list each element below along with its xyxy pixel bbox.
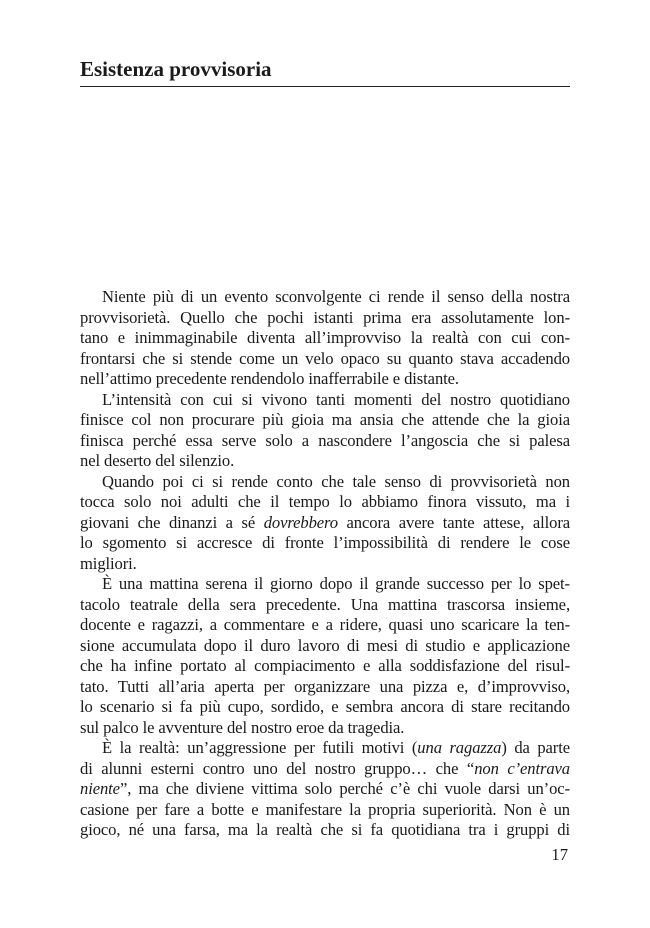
text-segment: di alunni esterni contro uno del nostro gruppo… che “ bbox=[80, 758, 475, 778]
text-segment-italic: una ragazza bbox=[417, 738, 502, 757]
text-line bbox=[80, 574, 570, 595]
text-segment: Niente più di un evento sconvolgente ci rende il senso della nostra bbox=[102, 287, 570, 306]
text-segment: tano e inimmaginabile diventa all’improvviso la realtà con cui con- bbox=[80, 328, 570, 347]
text-segment: ancora avere tante attese, allora bbox=[337, 512, 571, 532]
text-segment: ) da parte bbox=[501, 738, 571, 757]
text-segment: finisca perché essa serve solo a nascondere l’angoscia che si palesa bbox=[80, 430, 570, 450]
text-line bbox=[80, 513, 570, 534]
text-line bbox=[80, 533, 570, 554]
text-segment: sione accumulata dopo il duro lavoro di mesi di studio e applicazione bbox=[80, 635, 570, 655]
text-line bbox=[80, 677, 570, 698]
text-segment: È una mattina serena il giorno dopo il grande successo per lo spet- bbox=[102, 574, 570, 593]
text-segment: nell’attimo precedente rendendolo inafferrabile e distante. bbox=[80, 369, 459, 388]
text-segment: tacolo teatrale della sera precedente. Una mattina trascorsa insieme, bbox=[80, 594, 570, 614]
text-line bbox=[80, 615, 570, 636]
chapter-header bbox=[80, 56, 570, 87]
text-line bbox=[80, 779, 570, 800]
text-segment-italic: non c’entrava bbox=[474, 758, 571, 778]
text-segment: L’intensità con cui si vivono tanti momenti del nostro quotidiano bbox=[102, 389, 570, 409]
text-line bbox=[80, 554, 570, 575]
text-line bbox=[80, 328, 570, 349]
text-segment: nel deserto del silenzio. bbox=[80, 451, 235, 470]
text-line bbox=[80, 492, 570, 513]
text-segment: giovani che dinanzi a sé bbox=[80, 512, 264, 532]
text-line bbox=[80, 595, 570, 616]
text-segment: ”, ma che diviene vittima solo perché c’è chi vuole darsi un’oc- bbox=[119, 779, 570, 798]
text-line bbox=[80, 636, 570, 657]
text-segment: lo sgomento si accresce di fronte l’impossibilità di rendere le cose bbox=[80, 533, 570, 552]
text-line bbox=[80, 410, 570, 431]
text-segment: Quando poi ci si rende conto che tale senso di provvisorietà non bbox=[102, 471, 570, 491]
text-segment: casione per fare a botte e manifestare la propria superiorità. Non è un bbox=[80, 799, 570, 819]
text-line bbox=[80, 697, 570, 718]
text-segment: sul palco le avventure del nostro eroe da tragedia. bbox=[80, 717, 405, 737]
text-segment: gioco, né una farsa, ma la realtà che si fa quotidiana tra i gruppi di bbox=[80, 820, 570, 839]
text-segment: tocca solo noi adulti che il tempo lo abbiamo finora vissuto, ma i bbox=[80, 492, 570, 511]
text-line bbox=[80, 820, 570, 841]
text-segment: provvisorietà. Quello che pochi istanti prima era assolutamente lon- bbox=[80, 307, 570, 327]
page-number: 17 bbox=[551, 845, 568, 864]
text-line bbox=[80, 308, 570, 329]
text-line bbox=[80, 369, 570, 390]
text-segment-italic: niente bbox=[80, 779, 120, 798]
text-segment: che ha infine portato al compiacimento e alla soddisfazione del risul- bbox=[80, 656, 570, 675]
text-line bbox=[80, 451, 570, 472]
text-segment-italic: dovrebbero bbox=[263, 512, 338, 532]
text-segment: lo scenario si fa più cupo, sordido, e sembra ancora di stare recitando bbox=[80, 697, 570, 716]
text-segment: migliori. bbox=[80, 553, 137, 573]
text-line bbox=[80, 656, 570, 677]
text-line bbox=[80, 349, 570, 370]
text-segment: tato. Tutti all’aria aperta per organizzare una pizza e, d’improvviso, bbox=[80, 676, 570, 696]
text-line bbox=[80, 472, 570, 493]
text-line bbox=[80, 431, 570, 452]
text-line bbox=[80, 800, 570, 821]
text-segment: frontarsi che si stende come un velo opaco su quanto stava accadendo bbox=[80, 348, 570, 368]
text-segment: È la realtà: un’aggressione per futili motivi ( bbox=[102, 738, 418, 757]
text-line bbox=[80, 738, 570, 759]
chapter-title: Esistenza provvisoria bbox=[80, 57, 272, 81]
text-line bbox=[80, 759, 570, 780]
text-line bbox=[80, 718, 570, 739]
text-segment: finisce col non procurare più gioia ma ansia che attende che la gioia bbox=[80, 410, 570, 429]
text-segment: docente e ragazzi, a commentare e a ridere, quasi uno scaricare la ten- bbox=[80, 615, 570, 634]
text-line bbox=[80, 287, 570, 308]
text-line bbox=[80, 390, 570, 411]
body-text bbox=[80, 287, 570, 841]
